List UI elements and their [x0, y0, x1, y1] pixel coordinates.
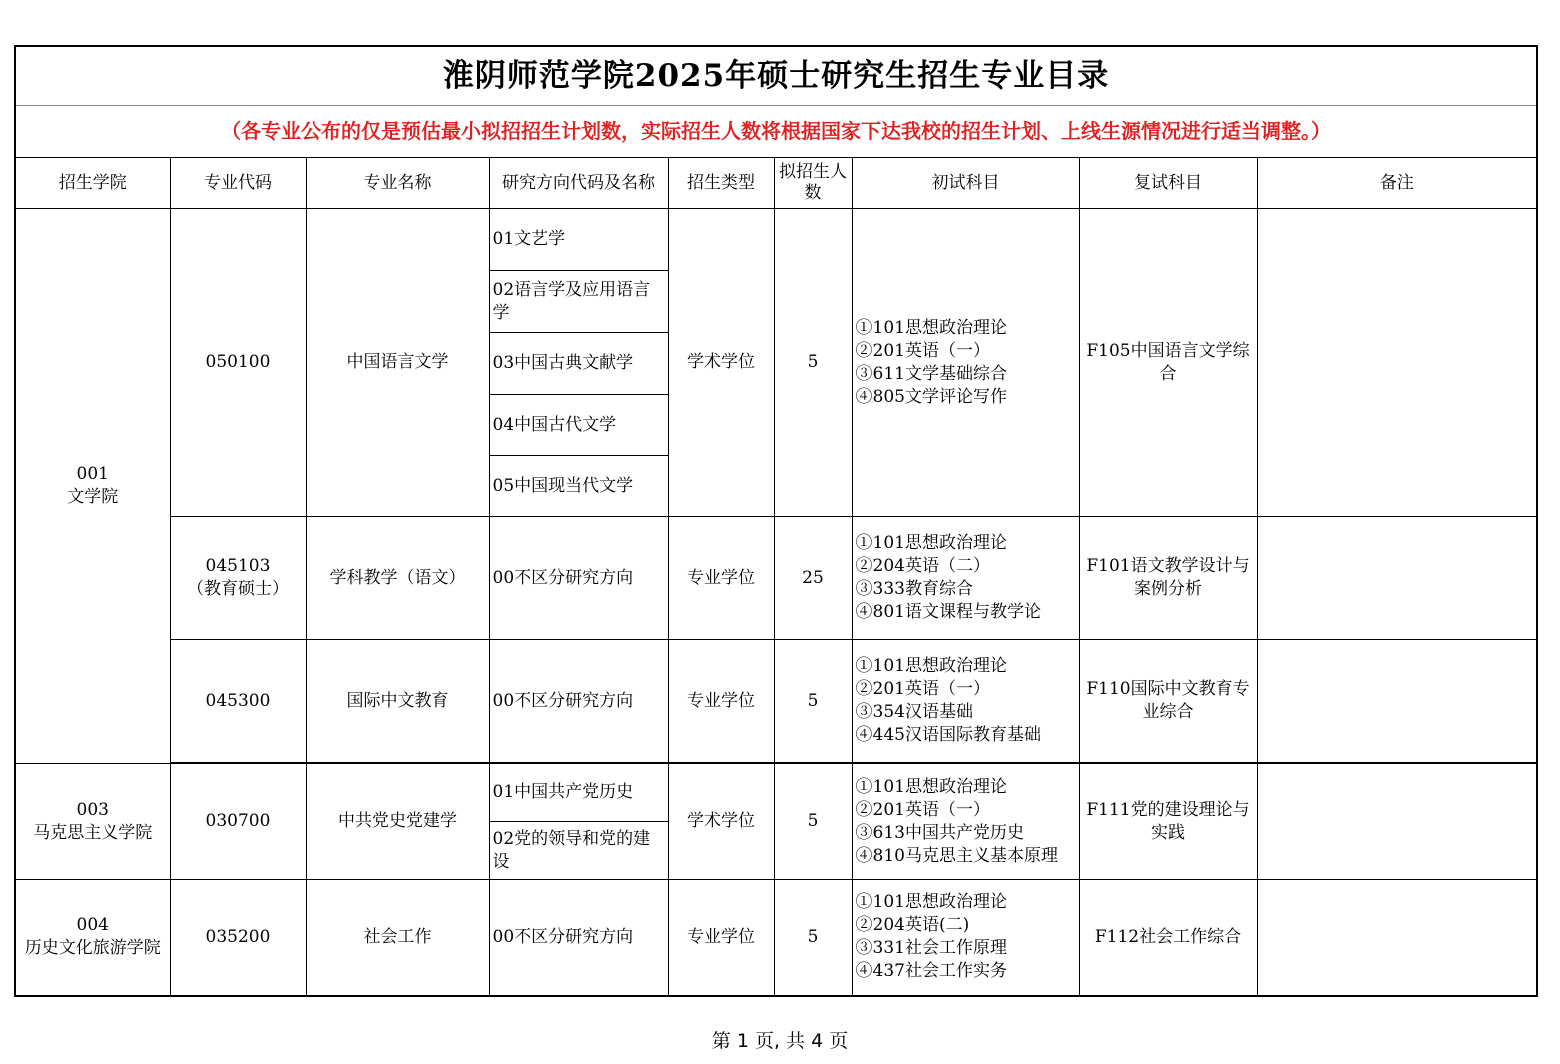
header-college: 招生学院	[15, 158, 170, 209]
major-code: 030700	[170, 764, 306, 880]
college-001: 001 文学院	[15, 209, 170, 764]
remark-cell	[1257, 640, 1537, 763]
direction-item: 01中国共产党历史	[489, 764, 668, 822]
page-footer: 第 1 页, 共 4 页	[711, 1030, 849, 1052]
header-quota: 拟招生人数	[774, 158, 852, 209]
table-row	[15, 517, 1537, 640]
header-type: 招生类型	[668, 158, 774, 209]
retest-subject: F111党的建设理论与实践	[1079, 764, 1257, 880]
table-row	[15, 880, 1537, 996]
initial-exam-subjects: ①101思想政治理论 ②201英语（一） ③611文学基础综合 ④805文学评论写作	[852, 209, 1079, 517]
quota: 5	[774, 764, 852, 880]
major-name: 中国语言文学	[306, 209, 489, 517]
catalog-table	[14, 45, 1538, 997]
quota: 5	[774, 640, 852, 763]
remark-cell	[1257, 764, 1537, 880]
direction-item: 00不区分研究方向	[489, 640, 668, 763]
retest-subject: F105中国语言文学综合	[1079, 209, 1257, 517]
major-name: 社会工作	[306, 880, 489, 996]
direction-item: 00不区分研究方向	[489, 517, 668, 640]
quota: 5	[774, 209, 852, 517]
page-title: 淮阴师范学院2025年硕士研究生招生专业目录	[15, 46, 1537, 106]
direction-item: 01文艺学	[489, 209, 668, 271]
direction-item: 05中国现当代文学	[489, 456, 668, 517]
direction-item: 04中国古代文学	[489, 395, 668, 456]
major-code: 035200	[170, 880, 306, 996]
enroll-type: 专业学位	[668, 880, 774, 996]
table-row	[15, 640, 1537, 763]
header-exam2: 复试科目	[1079, 158, 1257, 209]
header-remark: 备注	[1257, 158, 1537, 209]
enroll-type: 专业学位	[668, 640, 774, 763]
major-code: 050100	[170, 209, 306, 517]
remark-cell	[1257, 880, 1537, 996]
header-code: 专业代码	[170, 158, 306, 209]
remark-cell	[1257, 209, 1537, 517]
direction-item: 00不区分研究方向	[489, 880, 668, 996]
header-direction: 研究方向代码及名称	[489, 158, 668, 209]
retest-subject: F101语文教学设计与案例分析	[1079, 517, 1257, 640]
major-code: 045103 （教育硕士）	[170, 517, 306, 640]
major-name: 中共党史党建学	[306, 764, 489, 880]
retest-subject: F112社会工作综合	[1079, 880, 1257, 996]
header-exam1: 初试科目	[852, 158, 1079, 209]
initial-exam-subjects: ①101思想政治理论 ②204英语(二) ③331社会工作原理 ④437社会工作实务	[852, 880, 1079, 996]
table-row	[15, 209, 1537, 271]
major-code: 045300	[170, 640, 306, 763]
initial-exam-subjects: ①101思想政治理论 ②201英语（一） ③613中国共产党历史 ④810马克思主义基本原理	[852, 764, 1079, 880]
quota: 25	[774, 517, 852, 640]
enroll-type: 专业学位	[668, 517, 774, 640]
header-name: 专业名称	[306, 158, 489, 209]
catalog-sheet	[14, 45, 1536, 997]
college-003: 003 马克思主义学院	[15, 764, 170, 880]
table-row	[15, 764, 1537, 822]
enroll-type: 学术学位	[668, 209, 774, 517]
major-name: 国际中文教育	[306, 640, 489, 763]
retest-subject: F110国际中文教育专业综合	[1079, 640, 1257, 763]
direction-item: 02语言学及应用语言学	[489, 271, 668, 333]
college-004: 004 历史文化旅游学院	[15, 880, 170, 996]
initial-exam-subjects: ①101思想政治理论 ②201英语（一） ③354汉语基础 ④445汉语国际教育基础	[852, 640, 1079, 763]
notice-text: （各专业公布的仅是预估最小拟招招生计划数，实际招生人数将根据国家下达我校的招生计划、上线生源情况进行适当调整。）	[15, 106, 1537, 158]
major-name: 学科教学（语文）	[306, 517, 489, 640]
direction-item: 02党的领导和党的建设	[489, 822, 668, 880]
remark-cell	[1257, 517, 1537, 640]
initial-exam-subjects: ①101思想政治理论 ②204英语（二） ③333教育综合 ④801语文课程与教学论	[852, 517, 1079, 640]
enroll-type: 学术学位	[668, 764, 774, 880]
direction-item: 03中国古典文献学	[489, 333, 668, 395]
quota: 5	[774, 880, 852, 996]
header-row	[15, 158, 1537, 209]
